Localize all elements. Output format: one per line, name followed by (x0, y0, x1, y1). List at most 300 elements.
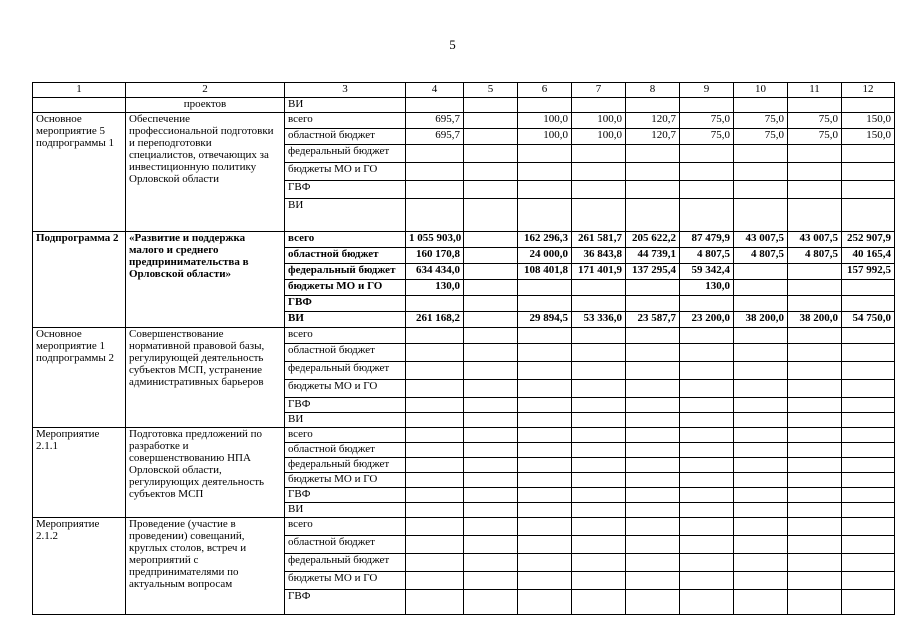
column-header-1: 1 (33, 83, 126, 98)
value-cell (734, 296, 788, 312)
value-cell (680, 590, 734, 615)
value-cell: 120,7 (626, 129, 680, 145)
value-cell (680, 181, 734, 199)
funding-source-cell: областной бюджет (285, 129, 406, 145)
value-cell (518, 145, 572, 163)
value-cell (842, 362, 895, 380)
value-cell: 24 000,0 (518, 248, 572, 264)
value-cell (572, 413, 626, 428)
value-cell: 205 622,2 (626, 232, 680, 248)
value-cell (464, 264, 518, 280)
value-cell: 75,0 (788, 129, 842, 145)
page-number: 5 (449, 37, 456, 52)
value-cell: 171 401,9 (572, 264, 626, 280)
value-cell (464, 344, 518, 362)
value-cell (406, 554, 464, 572)
value-cell (734, 199, 788, 232)
value-cell (518, 98, 572, 113)
value-cell (788, 473, 842, 488)
value-cell (842, 380, 895, 398)
value-cell (464, 428, 518, 443)
value-cell (406, 145, 464, 163)
value-cell: 40 165,4 (842, 248, 895, 264)
value-cell (680, 145, 734, 163)
value-cell: 29 894,5 (518, 312, 572, 328)
value-cell (464, 536, 518, 554)
value-cell (842, 145, 895, 163)
value-cell (788, 199, 842, 232)
value-cell (788, 280, 842, 296)
value-cell (788, 398, 842, 413)
value-cell: 160 170,8 (406, 248, 464, 264)
value-cell (572, 518, 626, 536)
funding-source-cell: областной бюджет (285, 248, 406, 264)
value-cell: 100,0 (572, 129, 626, 145)
value-cell (406, 199, 464, 232)
funding-source-cell: ГВФ (285, 488, 406, 503)
value-cell (518, 280, 572, 296)
value-cell (842, 590, 895, 615)
value-cell (626, 145, 680, 163)
table-row (33, 232, 895, 248)
value-cell: 38 200,0 (788, 312, 842, 328)
value-cell (842, 473, 895, 488)
funding-source-cell: всего (285, 232, 406, 248)
table-row (33, 428, 895, 443)
value-cell (406, 181, 464, 199)
value-cell (572, 98, 626, 113)
value-cell (406, 488, 464, 503)
funding-source-cell: бюджеты МО и ГО (285, 280, 406, 296)
value-cell (464, 129, 518, 145)
value-cell: 59 342,4 (680, 264, 734, 280)
value-cell (680, 413, 734, 428)
funding-source-cell: бюджеты МО и ГО (285, 473, 406, 488)
value-cell (406, 380, 464, 398)
table-row (33, 113, 895, 129)
value-cell (680, 488, 734, 503)
value-cell (842, 554, 895, 572)
value-cell (788, 264, 842, 280)
value-cell (464, 181, 518, 199)
funding-source-cell: ВИ (285, 98, 406, 113)
value-cell (788, 572, 842, 590)
value-cell (734, 503, 788, 518)
value-cell: 75,0 (734, 113, 788, 129)
value-cell (680, 473, 734, 488)
value-cell (788, 163, 842, 181)
value-cell: 43 007,5 (734, 232, 788, 248)
value-cell (788, 503, 842, 518)
value-cell (626, 428, 680, 443)
funding-source-cell: областной бюджет (285, 536, 406, 554)
value-cell (842, 536, 895, 554)
value-cell (788, 296, 842, 312)
value-cell (518, 181, 572, 199)
program-name-cell: Мероприятие 2.1.2 (33, 518, 126, 615)
value-cell (842, 328, 895, 344)
value-cell (680, 98, 734, 113)
value-cell (842, 280, 895, 296)
column-header-12: 12 (842, 83, 895, 98)
value-cell (406, 344, 464, 362)
value-cell: 87 479,9 (680, 232, 734, 248)
value-cell (734, 518, 788, 536)
value-cell (464, 199, 518, 232)
value-cell (464, 590, 518, 615)
value-cell (572, 380, 626, 398)
value-cell (464, 518, 518, 536)
value-cell (842, 344, 895, 362)
funding-source-cell: федеральный бюджет (285, 458, 406, 473)
value-cell (734, 458, 788, 473)
value-cell (572, 362, 626, 380)
value-cell (626, 398, 680, 413)
program-description-cell: проектов (126, 98, 285, 113)
value-cell (734, 590, 788, 615)
value-cell (734, 536, 788, 554)
value-cell (572, 473, 626, 488)
funding-source-cell: всего (285, 328, 406, 344)
value-cell (680, 380, 734, 398)
value-cell (464, 413, 518, 428)
program-name-cell: Мероприятие 2.1.1 (33, 428, 126, 518)
value-cell (788, 518, 842, 536)
value-cell (464, 280, 518, 296)
value-cell (572, 328, 626, 344)
value-cell: 53 336,0 (572, 312, 626, 328)
value-cell (788, 554, 842, 572)
value-cell (626, 296, 680, 312)
program-description-cell: Обеспечение профессиональной подготовки и переподготовки специалистов, отвечающих за инвестиционную политику Орловской области (126, 113, 285, 232)
value-cell: 23 200,0 (680, 312, 734, 328)
funding-source-cell: ВИ (285, 312, 406, 328)
value-cell (406, 362, 464, 380)
column-header-4: 4 (406, 83, 464, 98)
value-cell (842, 488, 895, 503)
value-cell (572, 428, 626, 443)
program-name-cell (33, 98, 126, 113)
value-cell (788, 428, 842, 443)
value-cell (680, 362, 734, 380)
value-cell (518, 163, 572, 181)
value-cell (734, 280, 788, 296)
funding-source-cell: областной бюджет (285, 344, 406, 362)
value-cell (680, 572, 734, 590)
value-cell (406, 163, 464, 181)
value-cell (842, 413, 895, 428)
value-cell: 695,7 (406, 113, 464, 129)
value-cell (572, 199, 626, 232)
value-cell (842, 199, 895, 232)
value-cell (626, 458, 680, 473)
value-cell (626, 344, 680, 362)
value-cell: 137 295,4 (626, 264, 680, 280)
value-cell (734, 98, 788, 113)
value-cell (464, 145, 518, 163)
value-cell (734, 362, 788, 380)
value-cell (626, 181, 680, 199)
funding-source-cell: федеральный бюджет (285, 554, 406, 572)
value-cell (842, 98, 895, 113)
value-cell (626, 572, 680, 590)
funding-source-cell: всего (285, 113, 406, 129)
table-row (33, 518, 895, 536)
value-cell (406, 518, 464, 536)
value-cell (406, 473, 464, 488)
value-cell (406, 458, 464, 473)
value-cell: 1 055 903,0 (406, 232, 464, 248)
value-cell (788, 413, 842, 428)
value-cell (734, 264, 788, 280)
value-cell (734, 145, 788, 163)
value-cell: 75,0 (734, 129, 788, 145)
value-cell (464, 488, 518, 503)
value-cell (788, 98, 842, 113)
column-header-7: 7 (572, 83, 626, 98)
value-cell (626, 199, 680, 232)
value-cell: 100,0 (572, 113, 626, 129)
value-cell (842, 443, 895, 458)
value-cell (680, 163, 734, 181)
value-cell (518, 554, 572, 572)
funding-source-cell: ВИ (285, 503, 406, 518)
value-cell: 54 750,0 (842, 312, 895, 328)
value-cell (680, 554, 734, 572)
value-cell (406, 413, 464, 428)
value-cell (572, 590, 626, 615)
value-cell: 150,0 (842, 113, 895, 129)
value-cell (680, 536, 734, 554)
value-cell (518, 473, 572, 488)
value-cell (734, 328, 788, 344)
value-cell (406, 328, 464, 344)
value-cell: 4 807,5 (680, 248, 734, 264)
value-cell (626, 163, 680, 181)
value-cell (680, 296, 734, 312)
value-cell (734, 488, 788, 503)
value-cell (788, 380, 842, 398)
value-cell (518, 536, 572, 554)
value-cell (734, 554, 788, 572)
funding-source-cell: бюджеты МО и ГО (285, 380, 406, 398)
value-cell (680, 518, 734, 536)
value-cell (518, 572, 572, 590)
column-header-11: 11 (788, 83, 842, 98)
table-row (33, 98, 895, 113)
value-cell (680, 503, 734, 518)
value-cell: 75,0 (680, 113, 734, 129)
funding-source-cell: ГВФ (285, 398, 406, 413)
column-header-5: 5 (464, 83, 518, 98)
value-cell (788, 145, 842, 163)
value-cell (788, 181, 842, 199)
value-cell (518, 428, 572, 443)
value-cell (626, 590, 680, 615)
value-cell (788, 443, 842, 458)
program-name-cell: Основное мероприятие 1 подпрограммы 2 (33, 328, 126, 428)
value-cell (464, 98, 518, 113)
value-cell (788, 590, 842, 615)
value-cell (464, 503, 518, 518)
value-cell (626, 98, 680, 113)
funding-source-cell: ГВФ (285, 181, 406, 199)
funding-source-cell: федеральный бюджет (285, 264, 406, 280)
value-cell (626, 554, 680, 572)
value-cell (734, 428, 788, 443)
value-cell (734, 473, 788, 488)
value-cell (626, 443, 680, 458)
funding-source-cell: ВИ (285, 413, 406, 428)
program-name-cell: Основное мероприятие 5 подпрограммы 1 (33, 113, 126, 232)
value-cell (572, 536, 626, 554)
value-cell (518, 458, 572, 473)
value-cell (788, 536, 842, 554)
table-row (33, 328, 895, 344)
value-cell (626, 280, 680, 296)
funding-source-cell: ГВФ (285, 296, 406, 312)
value-cell (680, 398, 734, 413)
value-cell (464, 163, 518, 181)
value-cell (788, 458, 842, 473)
value-cell: 100,0 (518, 113, 572, 129)
value-cell: 44 739,1 (626, 248, 680, 264)
value-cell (572, 163, 626, 181)
value-cell: 23 587,7 (626, 312, 680, 328)
value-cell (734, 181, 788, 199)
value-cell (626, 328, 680, 344)
value-cell: 634 434,0 (406, 264, 464, 280)
value-cell (518, 488, 572, 503)
value-cell (464, 296, 518, 312)
value-cell: 162 296,3 (518, 232, 572, 248)
value-cell (572, 296, 626, 312)
funding-source-cell: бюджеты МО и ГО (285, 572, 406, 590)
value-cell (842, 572, 895, 590)
value-cell (680, 458, 734, 473)
funding-source-cell: всего (285, 518, 406, 536)
value-cell (626, 518, 680, 536)
value-cell (518, 518, 572, 536)
value-cell (842, 181, 895, 199)
value-cell (406, 428, 464, 443)
value-cell (680, 443, 734, 458)
program-description-cell: Проведение (участие в проведении) совещаний, круглых столов, встреч и мероприятий с предпринимателями по актуальным вопросам (126, 518, 285, 615)
value-cell (572, 181, 626, 199)
column-header-6: 6 (518, 83, 572, 98)
program-description-cell: «Развитие и поддержка малого и среднего предпринимательства в Орловской области» (126, 232, 285, 328)
column-header-3: 3 (285, 83, 406, 98)
value-cell (734, 344, 788, 362)
funding-source-cell: ВИ (285, 199, 406, 232)
column-header-9: 9 (680, 83, 734, 98)
funding-source-cell: ГВФ (285, 590, 406, 615)
value-cell (464, 458, 518, 473)
value-cell (572, 554, 626, 572)
value-cell: 261 581,7 (572, 232, 626, 248)
value-cell (734, 572, 788, 590)
value-cell: 4 807,5 (788, 248, 842, 264)
value-cell (626, 362, 680, 380)
value-cell (572, 443, 626, 458)
column-header-10: 10 (734, 83, 788, 98)
value-cell (572, 572, 626, 590)
value-cell (406, 590, 464, 615)
value-cell (518, 398, 572, 413)
value-cell (842, 503, 895, 518)
value-cell (734, 163, 788, 181)
value-cell (626, 413, 680, 428)
value-cell (572, 145, 626, 163)
value-cell (734, 413, 788, 428)
value-cell: 252 907,9 (842, 232, 895, 248)
value-cell (680, 344, 734, 362)
column-header-8: 8 (626, 83, 680, 98)
value-cell (626, 473, 680, 488)
value-cell (518, 443, 572, 458)
funding-source-cell: федеральный бюджет (285, 145, 406, 163)
value-cell (464, 113, 518, 129)
value-cell: 130,0 (406, 280, 464, 296)
funding-source-cell: федеральный бюджет (285, 362, 406, 380)
program-description-cell: Подготовка предложений по разработке и совершенствованию НПА Орловской области, регулирующих деятельность субъектов МСП (126, 428, 285, 518)
value-cell (788, 488, 842, 503)
value-cell (406, 296, 464, 312)
value-cell: 36 843,8 (572, 248, 626, 264)
funding-source-cell: областной бюджет (285, 443, 406, 458)
value-cell (406, 503, 464, 518)
value-cell: 4 807,5 (734, 248, 788, 264)
value-cell (734, 380, 788, 398)
value-cell (464, 443, 518, 458)
value-cell (572, 344, 626, 362)
value-cell (406, 98, 464, 113)
value-cell (572, 458, 626, 473)
value-cell (842, 458, 895, 473)
value-cell (406, 536, 464, 554)
value-cell (572, 398, 626, 413)
value-cell (406, 443, 464, 458)
funding-source-cell: всего (285, 428, 406, 443)
value-cell: 75,0 (680, 129, 734, 145)
value-cell (518, 362, 572, 380)
funding-source-cell: бюджеты МО и ГО (285, 163, 406, 181)
value-cell (518, 380, 572, 398)
value-cell (518, 503, 572, 518)
value-cell (626, 503, 680, 518)
program-name-cell: Подпрограмма 2 (33, 232, 126, 328)
value-cell (842, 398, 895, 413)
value-cell (406, 398, 464, 413)
value-cell (518, 199, 572, 232)
value-cell (572, 503, 626, 518)
value-cell (680, 199, 734, 232)
column-header-2: 2 (126, 83, 285, 98)
value-cell (518, 413, 572, 428)
value-cell: 157 992,5 (842, 264, 895, 280)
value-cell: 100,0 (518, 129, 572, 145)
value-cell (680, 328, 734, 344)
value-cell (734, 398, 788, 413)
value-cell: 108 401,8 (518, 264, 572, 280)
value-cell (626, 488, 680, 503)
value-cell (842, 163, 895, 181)
value-cell (626, 536, 680, 554)
budget-table (32, 82, 895, 615)
value-cell (518, 344, 572, 362)
value-cell: 120,7 (626, 113, 680, 129)
value-cell: 695,7 (406, 129, 464, 145)
